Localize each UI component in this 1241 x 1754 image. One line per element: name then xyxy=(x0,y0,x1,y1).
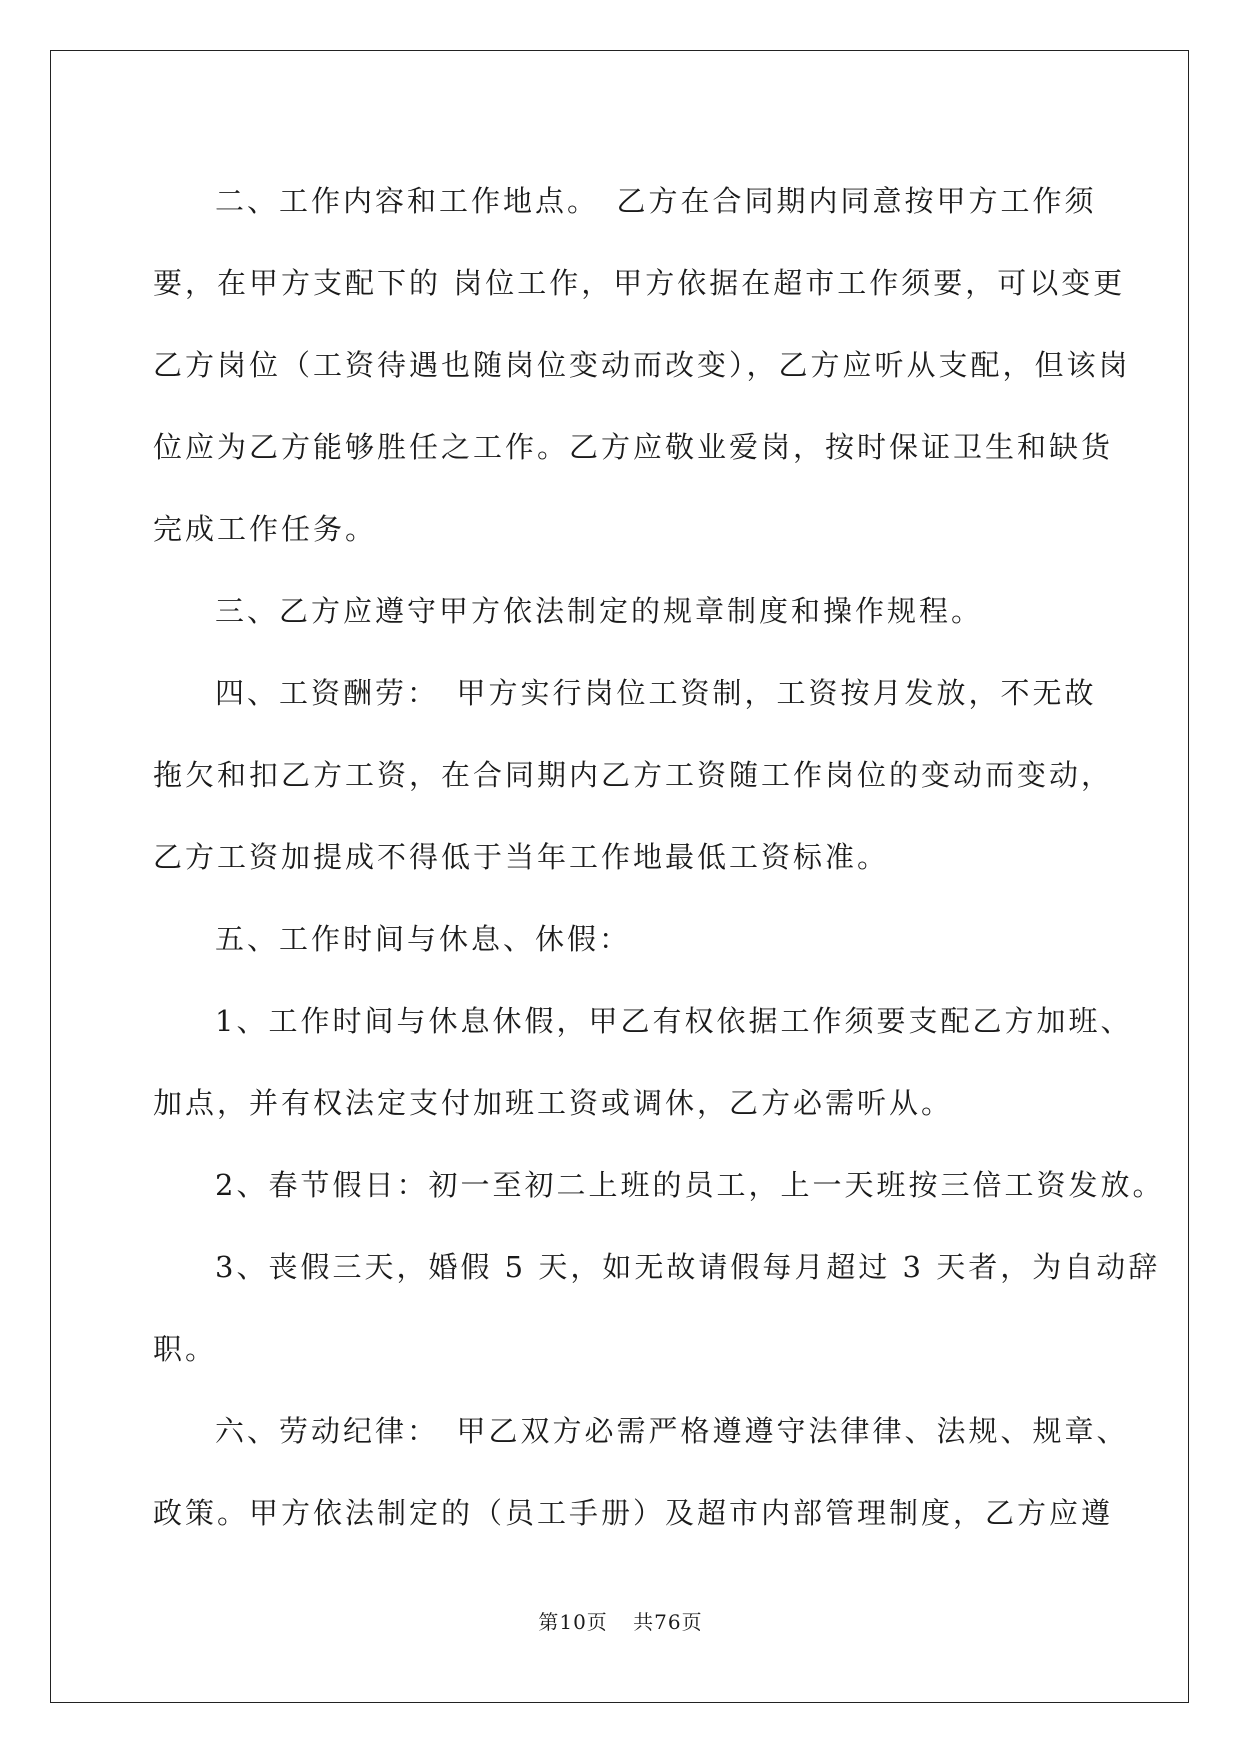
page-number-total: 共76页 xyxy=(633,1610,703,1634)
text-line: 完成工作任务。 xyxy=(153,512,378,546)
text-line: 1、工作时间与休息休假，甲乙有权依据工作须要支配乙方加班、 xyxy=(215,1004,1133,1038)
text-line: 五、工作时间与休息、休假： xyxy=(215,922,632,956)
text-line: 3、丧假三天，婚假 5 天，如无故请假每月超过 3 天者，为自动辞 xyxy=(215,1250,1161,1284)
text-line: 乙方岗位（工资待遇也随岗位变动而改变），乙方应听从支配，但该岗 xyxy=(153,348,1131,382)
text-line: 职。 xyxy=(153,1332,218,1366)
text-line: 拖欠和扣乙方工资，在合同期内乙方工资随工作岗位的变动而变动， xyxy=(153,758,1114,792)
text-line: 六、劳动纪律： 甲乙双方必需严格遵遵守法律律、法规、规章、 xyxy=(215,1414,1129,1448)
text-line: 2、春节假日：初一至初二上班的员工，上一天班按三倍工资发放。 xyxy=(215,1168,1165,1202)
text-line: 乙方工资加提成不得低于当年工作地最低工资标准。 xyxy=(153,840,890,874)
page-footer xyxy=(0,1606,1241,1635)
text-line: 位应为乙方能够胜任之工作。乙方应敬业爱岗，按时保证卫生和缺货 xyxy=(153,430,1114,464)
text-line: 四、工资酬劳： 甲方实行岗位工资制，工资按月发放，不无故 xyxy=(215,676,1097,710)
text-line: 三、乙方应遵守甲方依法制定的规章制度和操作规程。 xyxy=(215,594,984,628)
text-line: 加点，并有权法定支付加班工资或调休，乙方必需听从。 xyxy=(153,1086,954,1120)
page-number-current: 第10页 xyxy=(538,1610,608,1634)
text-line: 二、工作内容和工作地点。 乙方在合同期内同意按甲方工作须 xyxy=(215,184,1097,218)
text-line: 政策。甲方依法制定的（员工手册）及超市内部管理制度，乙方应遵 xyxy=(153,1496,1114,1530)
text-line: 要，在甲方支配下的 岗位工作，甲方依据在超市工作须要，可以变更 xyxy=(153,266,1126,300)
document-body xyxy=(153,160,1165,1554)
